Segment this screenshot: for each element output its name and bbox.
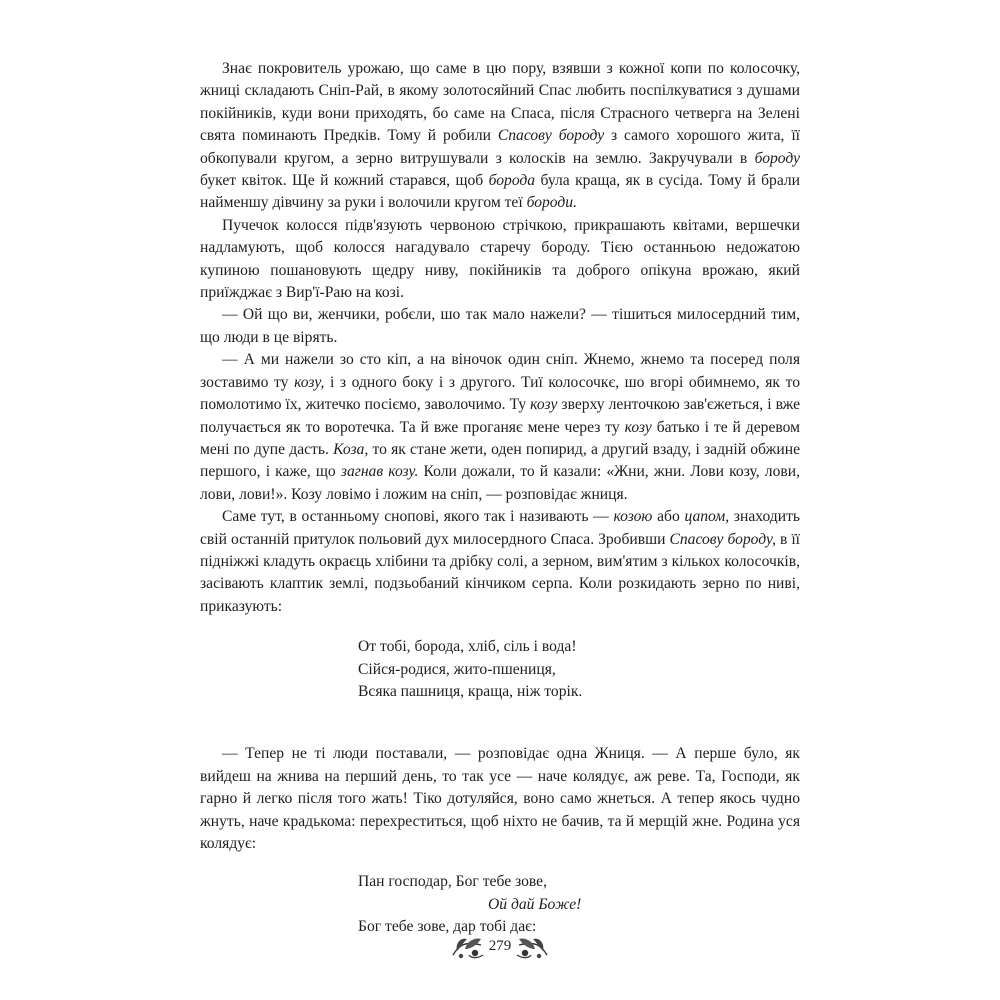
paragraph [200, 304, 800, 349]
italic-term: Коза, [333, 440, 369, 458]
text-run: — Ой що ви, женчики, робєли, шо так мало нажели? — тішиться милосердний тим, що люди в це вірять. [200, 306, 800, 346]
paragraph [200, 58, 800, 215]
poem-verse [358, 636, 800, 703]
poem-line-2: Сійся-родися, жито-пшениця, [358, 660, 556, 678]
carol-line-1: Пан господар, Бог тебе зове, [358, 873, 547, 891]
paragraph [200, 215, 800, 305]
italic-term: бороди. [526, 194, 577, 212]
carol-verse [358, 871, 800, 938]
text-run: або [652, 508, 685, 526]
poem-line-1: От тобі, борода, хліб, сіль і вода! [358, 638, 577, 656]
text-run: і з одного боку і з другого. Тиї колосочкє, шо вгорі обимнемо, як то помолотимо їх, житечко посіємо, заволочимо. Ту [200, 373, 800, 414]
text-run: зверху ленточкою зав'єжеться, і вже получається як то воротечка. Та й вже проганяє мене через ту [200, 396, 800, 436]
text-run: з самого хорошого жита, її обкопували кругом, а зерно витрушували з колосків на землю. Закручували в [200, 127, 800, 167]
text-run: батько і те й деревом мені по дупе дасть. [200, 418, 800, 458]
carol-refrain: Ой дай Боже! [488, 895, 582, 913]
floral-ornament-icon [515, 931, 549, 961]
italic-term: борода [488, 172, 536, 190]
italic-term: Спасову бороду, [669, 530, 776, 548]
paragraph [200, 506, 800, 618]
text-run: то як стане жети, оден попирид, а другий взаду, і задній обжине першого, і каже, що [200, 440, 800, 481]
italic-term: загнав козу. [340, 463, 419, 481]
page-number: 279 [488, 937, 512, 954]
text-run: в її підніжжі кладуть окраєць хлібини та дрібку солі, а зерном, вим'ятим з кількох колосочків, засівають клаптик землі, подзьобаний кінчиком серпа. Коли розкидають зерно по ниві, приказують: [200, 530, 800, 615]
page-body [200, 58, 800, 939]
paragraphs-top [200, 58, 800, 618]
paragraph-reaper-story [200, 743, 800, 855]
text-run: Знає покровитель урожаю, що саме в цю пору, взявши з кожної копи по колосочку, жниці складають Сніп-Рай, в якому золотосяйний Спас любить поспілкуватися з душами покійників, куди вони приходять, бо саме на Спаса, після Страсного четверга на Зелені свята поминають Предків. Тому й робили [200, 60, 800, 145]
italic-term: козу, [294, 373, 325, 391]
page-footer [440, 926, 560, 966]
paragraph [200, 349, 800, 506]
text-run: — А ми нажели зо сто кіп, а на віночок один сніп. Жнемо, жнемо та посеред поля зоставимо ту [200, 351, 800, 391]
floral-ornament-icon [451, 931, 485, 961]
text-run: — Тепер не ті люди поставали, — розповідає одна Жниця. — А перше було, як вийдеш на жнива на перший день, то так усе — наче колядує, аж реве. Та, Господи, як гарно й легко після того жать! Тіко дотуляйся, воно само жнеться. А тепер якось чудно жнуть, наче крадькома: перехреститься, щоб ніхто не бачив, та й мерщій жне. Родина уся колядує: [200, 745, 800, 852]
text-run: знаходить свій останній притулок польовий дух милосердного Спаса. Зробивши [200, 508, 800, 548]
italic-term: цапом, [684, 508, 730, 526]
italic-term: козу [530, 396, 558, 414]
italic-term: козою [613, 508, 653, 526]
text-run: Пучечок колосся підв'язують червоною стрічкою, прикрашають квітами, вершечки надламують, щоб колосся нагадувало старечу бороду. Тією останньою недожатою купиною пошановують щедру ниву, покійників та доброго опікуна врожаю, який приїжджає з Вир'ї-Раю на козі. [200, 216, 800, 302]
text-run: Коли дожали, то й казали: «Жни, жни. Лови козу, лови, лови, лови!». Козу ловімо і ложим на сніп, — розповідає жниця. [200, 463, 800, 503]
italic-term: бороду [754, 149, 800, 167]
text-run: Саме тут, в останньому снопові, якого так і називають — [222, 508, 614, 526]
italic-term: козу [624, 418, 652, 436]
text-run: букет квіток. Ще й кожний старався, щоб [200, 172, 489, 190]
text-run: була краща, як в сусіда. Тому й брали найменшу дівчину за руки і волочили кругом теї [200, 172, 800, 212]
italic-term: Спасову бороду [497, 127, 605, 145]
carol-line-2: Бог тебе зове, дар тобі дає: [358, 918, 537, 936]
poem-line-3: Всяка пашниця, краща, ніж торік. [358, 682, 583, 700]
